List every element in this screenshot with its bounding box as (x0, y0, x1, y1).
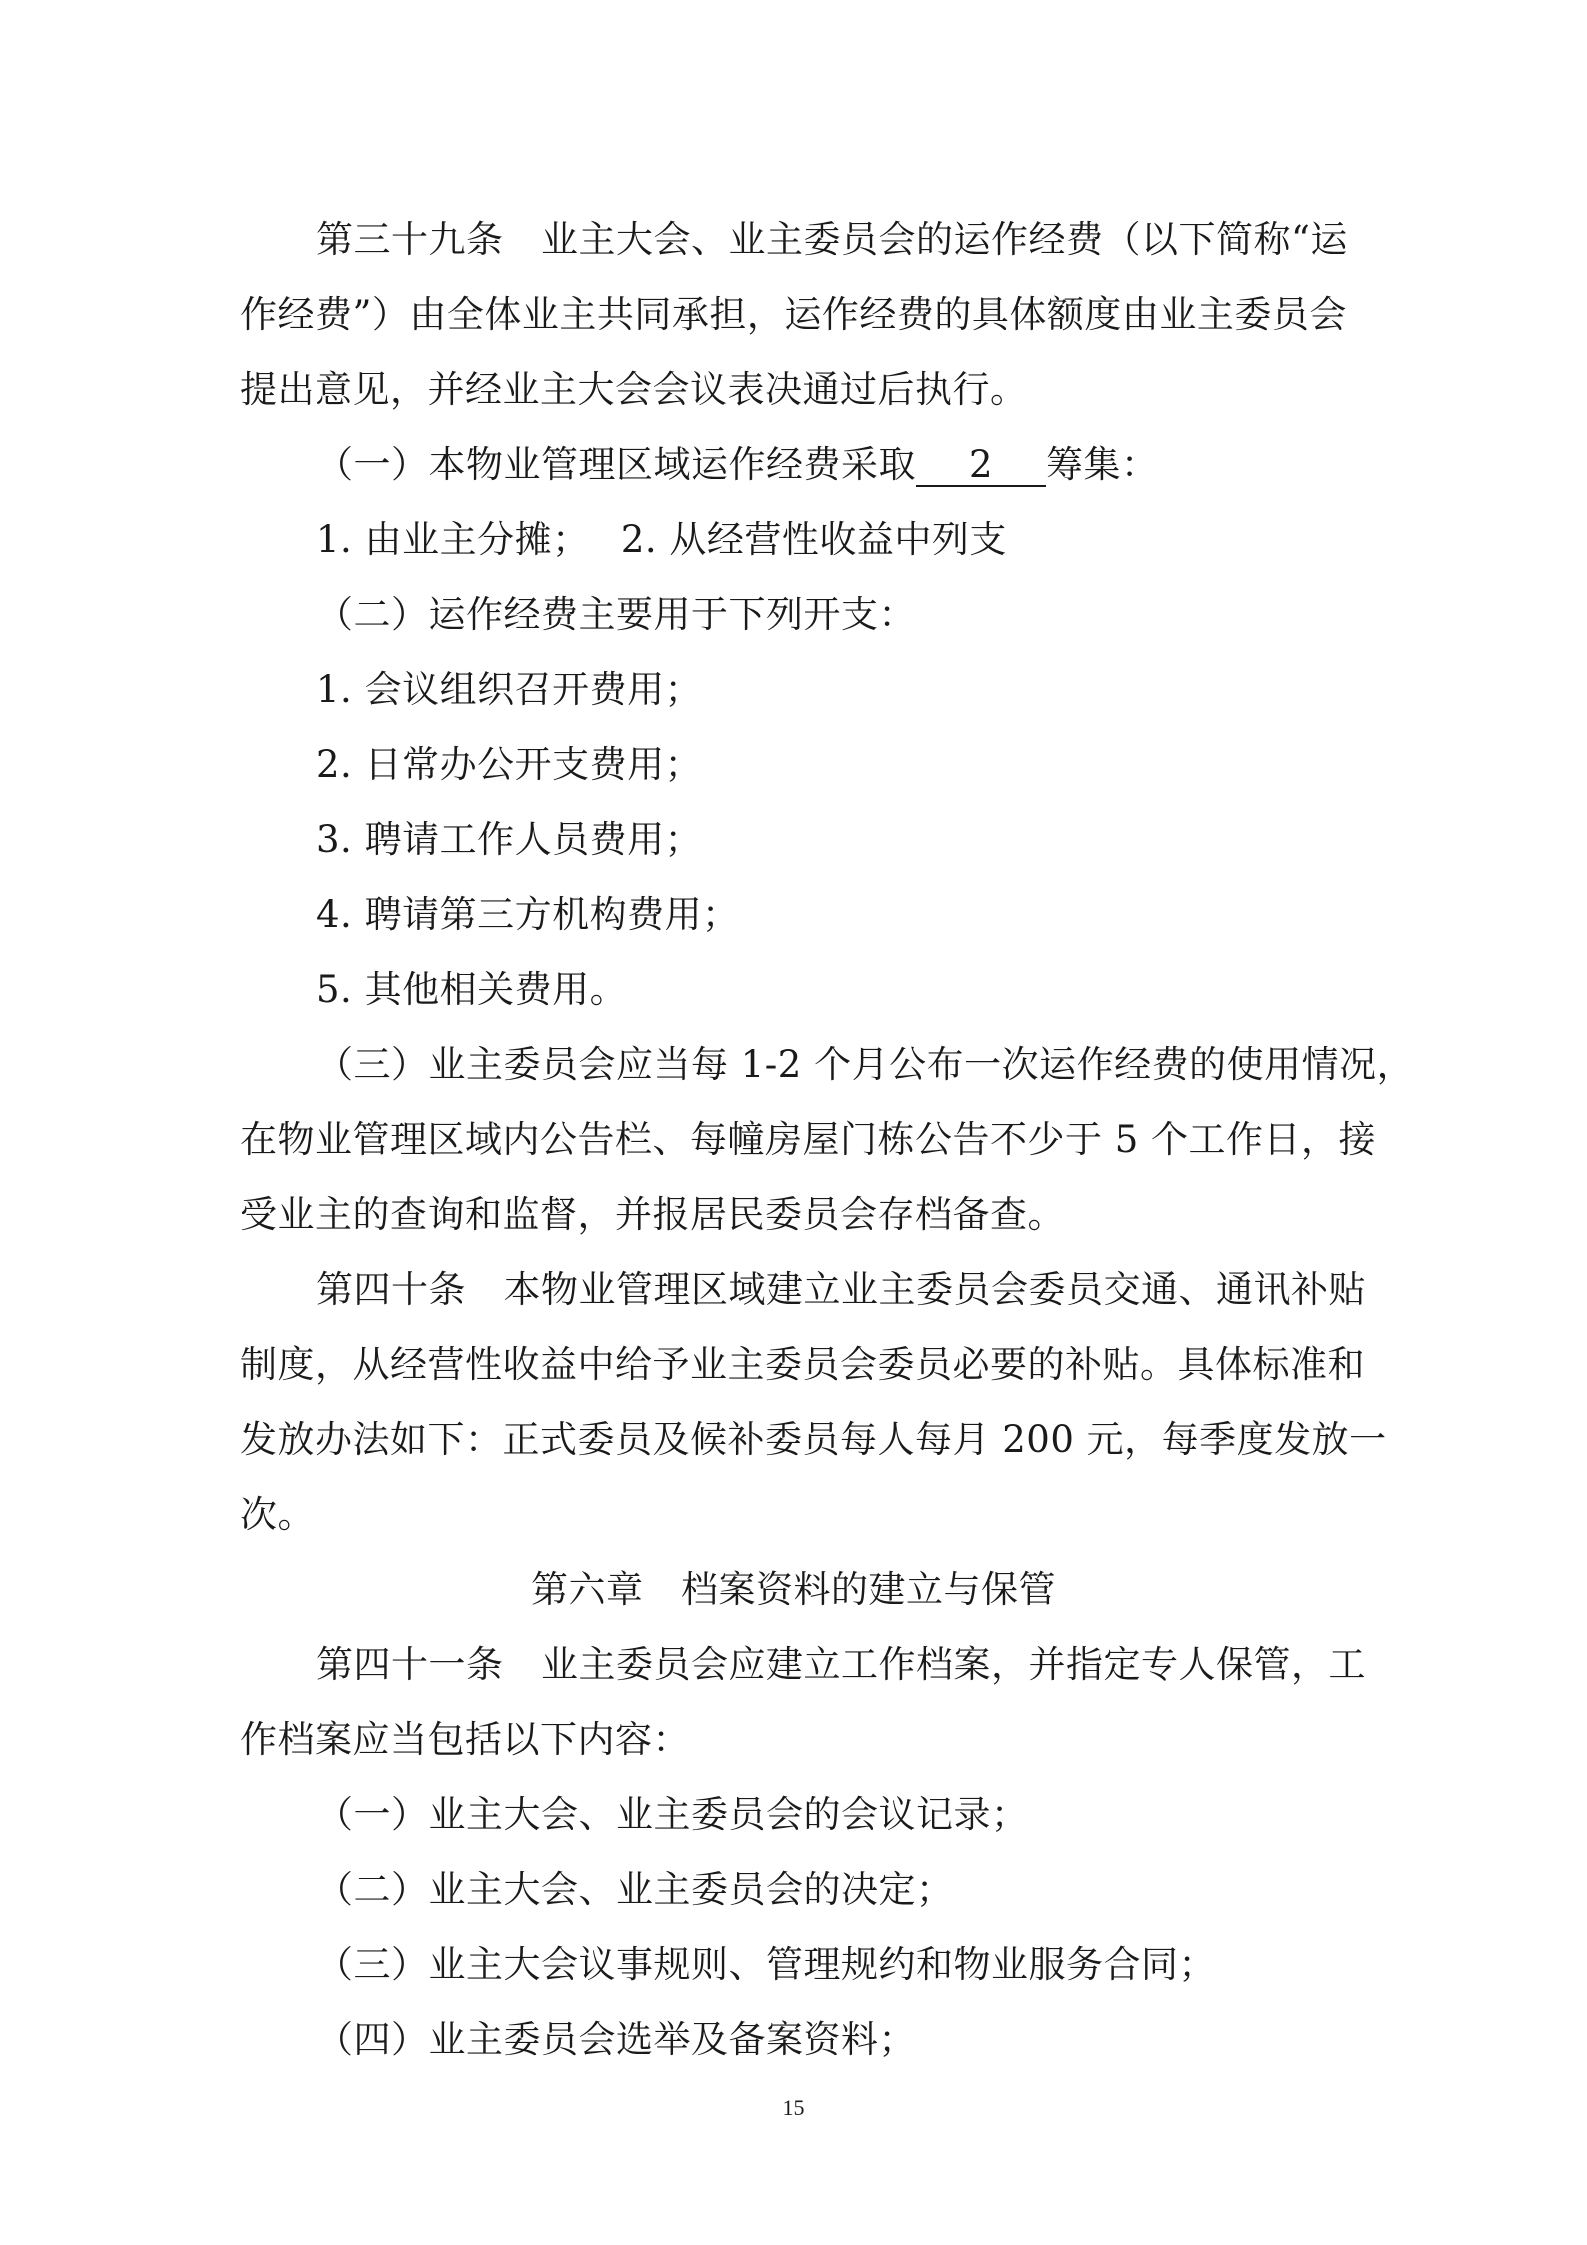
article-41-line-2: 作档案应当包括以下内容： (240, 1718, 690, 1761)
expenses-heading: （二）运作经费主要用于下列开支： (316, 593, 916, 636)
chapter-heading: 第六章 档案资料的建立与保管 (531, 1568, 1056, 1611)
article-40-line-1: 第四十条 本物业管理区域建立业主委员会委员交通、通讯补贴 (316, 1268, 1366, 1311)
expense-item-4: 4. 聘请第三方机构费用； (316, 893, 740, 936)
fund-method-prefix: （一）本物业管理区域运作经费采取 (316, 443, 916, 486)
disclosure-line-3: 受业主的查询和监督，并报居民委员会存档备查。 (240, 1193, 1065, 1236)
article-40-line-2: 制度，从经营性收益中给予业主委员会委员必要的补贴。具体标准和 (240, 1343, 1365, 1386)
expense-item-2: 2. 日常办公开支费用； (316, 743, 703, 786)
archive-item-3: （三）业主大会议事规则、管理规约和物业服务合同； (316, 1943, 1216, 1986)
expense-item-3: 3. 聘请工作人员费用； (316, 818, 703, 861)
fund-method-value: 2 (916, 445, 1046, 487)
article-40-line-4: 次。 (240, 1493, 315, 1536)
expense-item-1: 1. 会议组织召开费用； (316, 668, 703, 711)
article-40-line-3: 发放办法如下：正式委员及候补委员每人每月 200 元，每季度发放一 (240, 1418, 1387, 1461)
article-39-line-2: 作经费”）由全体业主共同承担，运作经费的具体额度由业主委员会 (240, 293, 1347, 336)
article-39-line-3: 提出意见，并经业主大会会议表决通过后执行。 (240, 368, 1028, 411)
archive-item-4: （四）业主委员会选举及备案资料； (316, 2018, 916, 2061)
disclosure-line-2: 在物业管理区域内公告栏、每幢房屋门栋公告不少于 5 个工作日，接 (240, 1118, 1377, 1161)
expense-item-5: 5. 其他相关费用。 (316, 968, 628, 1011)
page-number: 15 (782, 2095, 805, 2120)
disclosure-line-1: （三）业主委员会应当每 1-2 个月公布一次运作经费的使用情况， (316, 1043, 1415, 1086)
fund-method-suffix: 筹集： (1046, 443, 1159, 486)
archive-item-2: （二）业主大会、业主委员会的决定； (316, 1868, 954, 1911)
article-41-line-1: 第四十一条 业主委员会应建立工作档案，并指定专人保管，工 (316, 1643, 1366, 1686)
fund-options-line: 1. 由业主分摊； 2. 从经营性收益中列支 (316, 518, 1007, 561)
archive-item-1: （一）业主大会、业主委员会的会议记录； (316, 1793, 1029, 1836)
fund-method-line (316, 440, 1159, 490)
article-39-line-1: 第三十九条 业主大会、业主委员会的运作经费（以下简称“运 (316, 218, 1348, 261)
